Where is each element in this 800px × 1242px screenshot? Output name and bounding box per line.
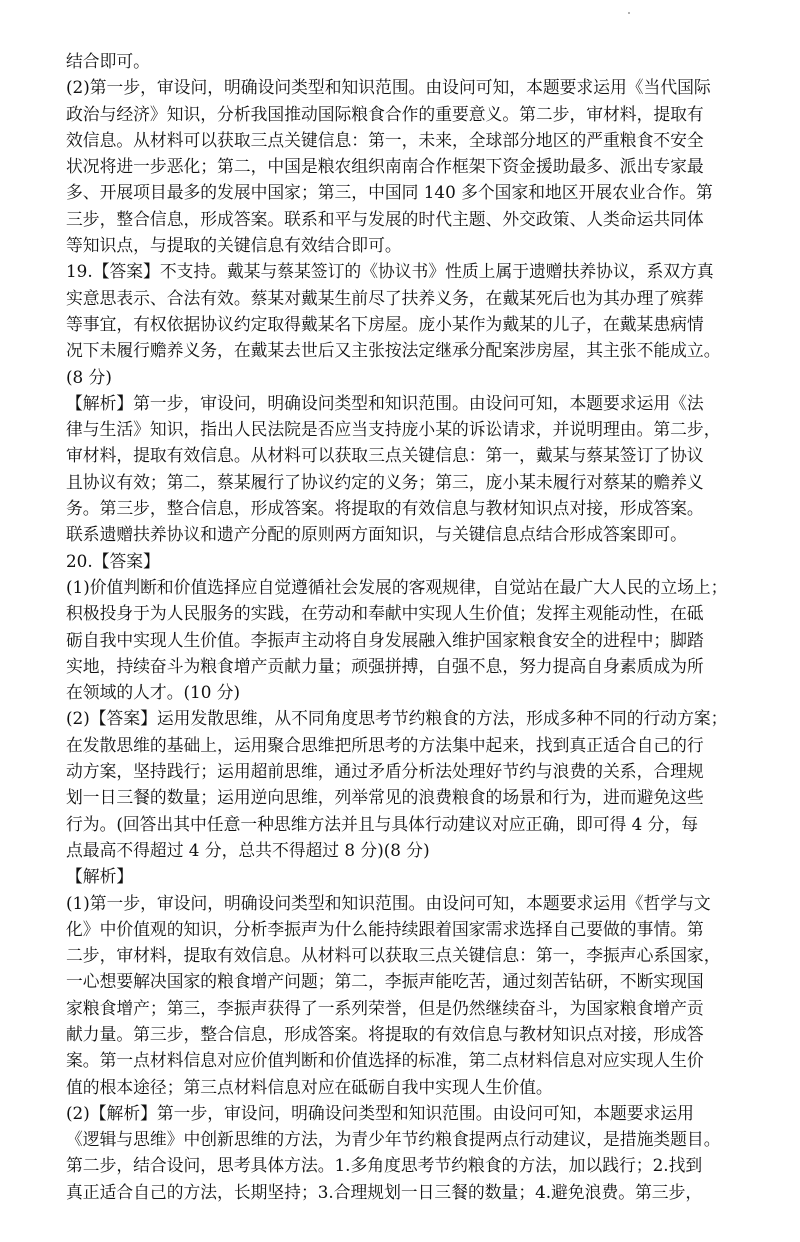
text-line: 务。第三步，整合信息，形成答案。将提取的有效信息与教材知识点对接，形成答案。 (66, 498, 704, 519)
text-line: 一心想要解决国家的粮食增产问题；第二，李振声能吃苦，通过刻苦钻研，不断实现国 (66, 971, 704, 992)
text-line: 实意思表示、合法有效。蔡某对戴某生前尽了扶养义务，在戴某死后也为其办理了殡葬 (66, 287, 704, 308)
text-line: 等知识点，与提取的关键信息有效结合即可。 (66, 235, 402, 256)
text-line: 砺自我中实现人生价值。李振声主动将自身发展融入维护国家粮食安全的进程中；脚踏 (66, 629, 704, 650)
text-line: 联系遗赠扶养协议和遗产分配的原则两方面知识，与关键信息点结合形成答案即可。 (66, 524, 687, 545)
text-line: 且协议有效；第二，蔡某履行了协议约定的义务；第三，庞小某未履行对蔡某的赡养义 (66, 471, 704, 492)
text-line: 20.【答案】 (66, 550, 160, 571)
text-line: (8 分) (66, 366, 112, 387)
text-line: 积极投身于为人民服务的实践，在劳动和奉献中实现人生价值；发挥主观能动性，在砥 (66, 603, 704, 624)
text-line: 多、开展项目最多的发展中国家；第三，中国同 140 多个国家和地区开展农业合作。第 (66, 182, 713, 203)
text-line: 在领域的人才。(10 分) (66, 682, 241, 703)
text-line: 值的根本途径；第三点材料信息对应在砥砺自我中实现人生价值。 (66, 1076, 553, 1097)
text-line: 动方案，坚持践行；运用超前思维，通过矛盾分析法处理好节约与浪费的关系，合理规 (66, 761, 704, 782)
text-line: (1)第一步，审设问，明确设问类型和知识范围。由设问可知，本题要求运用《哲学与文 (66, 892, 711, 913)
text-line: 在发散思维的基础上，运用聚合思维把所思考的方法集中起来，找到真正适合自己的行 (66, 734, 704, 755)
text-line: 律与生活》知识，指出人民法院是否应当支持庞小某的诉讼请求，并说明理由。第二步， (66, 419, 721, 440)
text-line: 家粮食增产；第三，李振声获得了一系列荣誉，但是仍然继续奋斗，为国家粮食增产贡 (66, 997, 704, 1018)
text-line: (1)价值判断和价值选择应自觉遵循社会发展的客观规律，自觉站在最广大人民的立场上； (66, 576, 728, 597)
text-line: 况下未履行赡养义务，在戴某去世后又主张按法定继承分配案涉房屋，其主张不能成立。 (66, 340, 721, 361)
text-line: 三步，整合信息，形成答案。联系和平与发展的时代主题、外交政策、人类命运共同体 (66, 208, 704, 229)
scan-speck (628, 12, 630, 14)
text-line: 真正适合自己的方法，长期坚持；3.合理规划一日三餐的数量；4.避免浪费。第三步， (66, 1181, 703, 1202)
text-line: 等事宜，有权依据协议约定取得戴某名下房屋。庞小某作为戴某的儿子，在戴某患病情 (66, 313, 704, 334)
text-line: 案。第一点材料信息对应价值判断和价值选择的标准，第二点材料信息对应实现人生价 (66, 1050, 704, 1071)
answer-text-body (66, 48, 754, 1205)
text-line: 二步，审材料，提取有效信息。从材料可以获取三点关键信息：第一，李振声心系国家， (66, 945, 721, 966)
text-line: (2)第一步，审设问，明确设问类型和知识范围。由设问可知，本题要求运用《当代国际 (66, 77, 711, 98)
text-line: 点最高不得超过 4 分，总共不得超过 8 分)(8 分) (66, 839, 430, 860)
text-line: 审材料，提取有效信息。从材料可以获取三点关键信息：第一，戴某与蔡某签订了协议 (66, 445, 704, 466)
text-line: 【解析】 (66, 866, 134, 887)
text-line: 第二步，结合设问，思考具体方法。1.多角度思考节约粮食的方法，加以践行；2.找到 (66, 1155, 703, 1176)
text-line: 行为。(回答出其中任意一种思维方法并且与具体行动建议对应正确，即可得 4 分，每 (66, 813, 699, 834)
text-line: 状况将进一步恶化；第二，中国是粮农组织南南合作框架下资金援助最多、派出专家最 (66, 156, 704, 177)
text-line: 效信息。从材料可以获取三点关键信息：第一，未来，全球部分地区的严重粮食不安全 (66, 129, 704, 150)
text-line: 政治与经济》知识，分析我国推动国际粮食合作的重要意义。第二步，审材料，提取有 (66, 103, 704, 124)
text-line: 实地，持续奋斗为粮食增产贡献力量；顽强拼搏，自强不息，努力提高自身素质成为所 (66, 655, 704, 676)
text-line: 结合即可。 (66, 51, 150, 71)
text-line: 《逻辑与思维》中创新思维的方法，为青少年节约粮食提两点行动建议，是措施类题目。 (66, 1129, 721, 1150)
text-line: 划一日三餐的数量；运用逆向思维，列举常见的浪费粮食的场景和行为，进而避免这些 (66, 787, 704, 808)
text-line: (2)【答案】运用发散思维，从不同角度思考节约粮食的方法，形成多种不同的行动方案； (66, 708, 728, 729)
text-line: 献力量。第三步，整合信息，形成答案。将提取的有效信息与教材知识点对接，形成答 (66, 1023, 704, 1044)
text-line: 【解析】第一步，审设问，明确设问类型和知识范围。由设问可知，本题要求运用《法 (66, 392, 704, 413)
text-line: 化》中价值观的知识，分析李振声为什么能持续跟着国家需求选择自己要做的事情。第 (66, 918, 704, 939)
text-line: (2)【解析】第一步，审设问，明确设问类型和知识范围。由设问可知，本题要求运用 (66, 1102, 694, 1123)
text-line: 19.【答案】不支持。戴某与蔡某签订的《协议书》性质上属于遗赠扶养协议，系双方真 (66, 261, 714, 282)
